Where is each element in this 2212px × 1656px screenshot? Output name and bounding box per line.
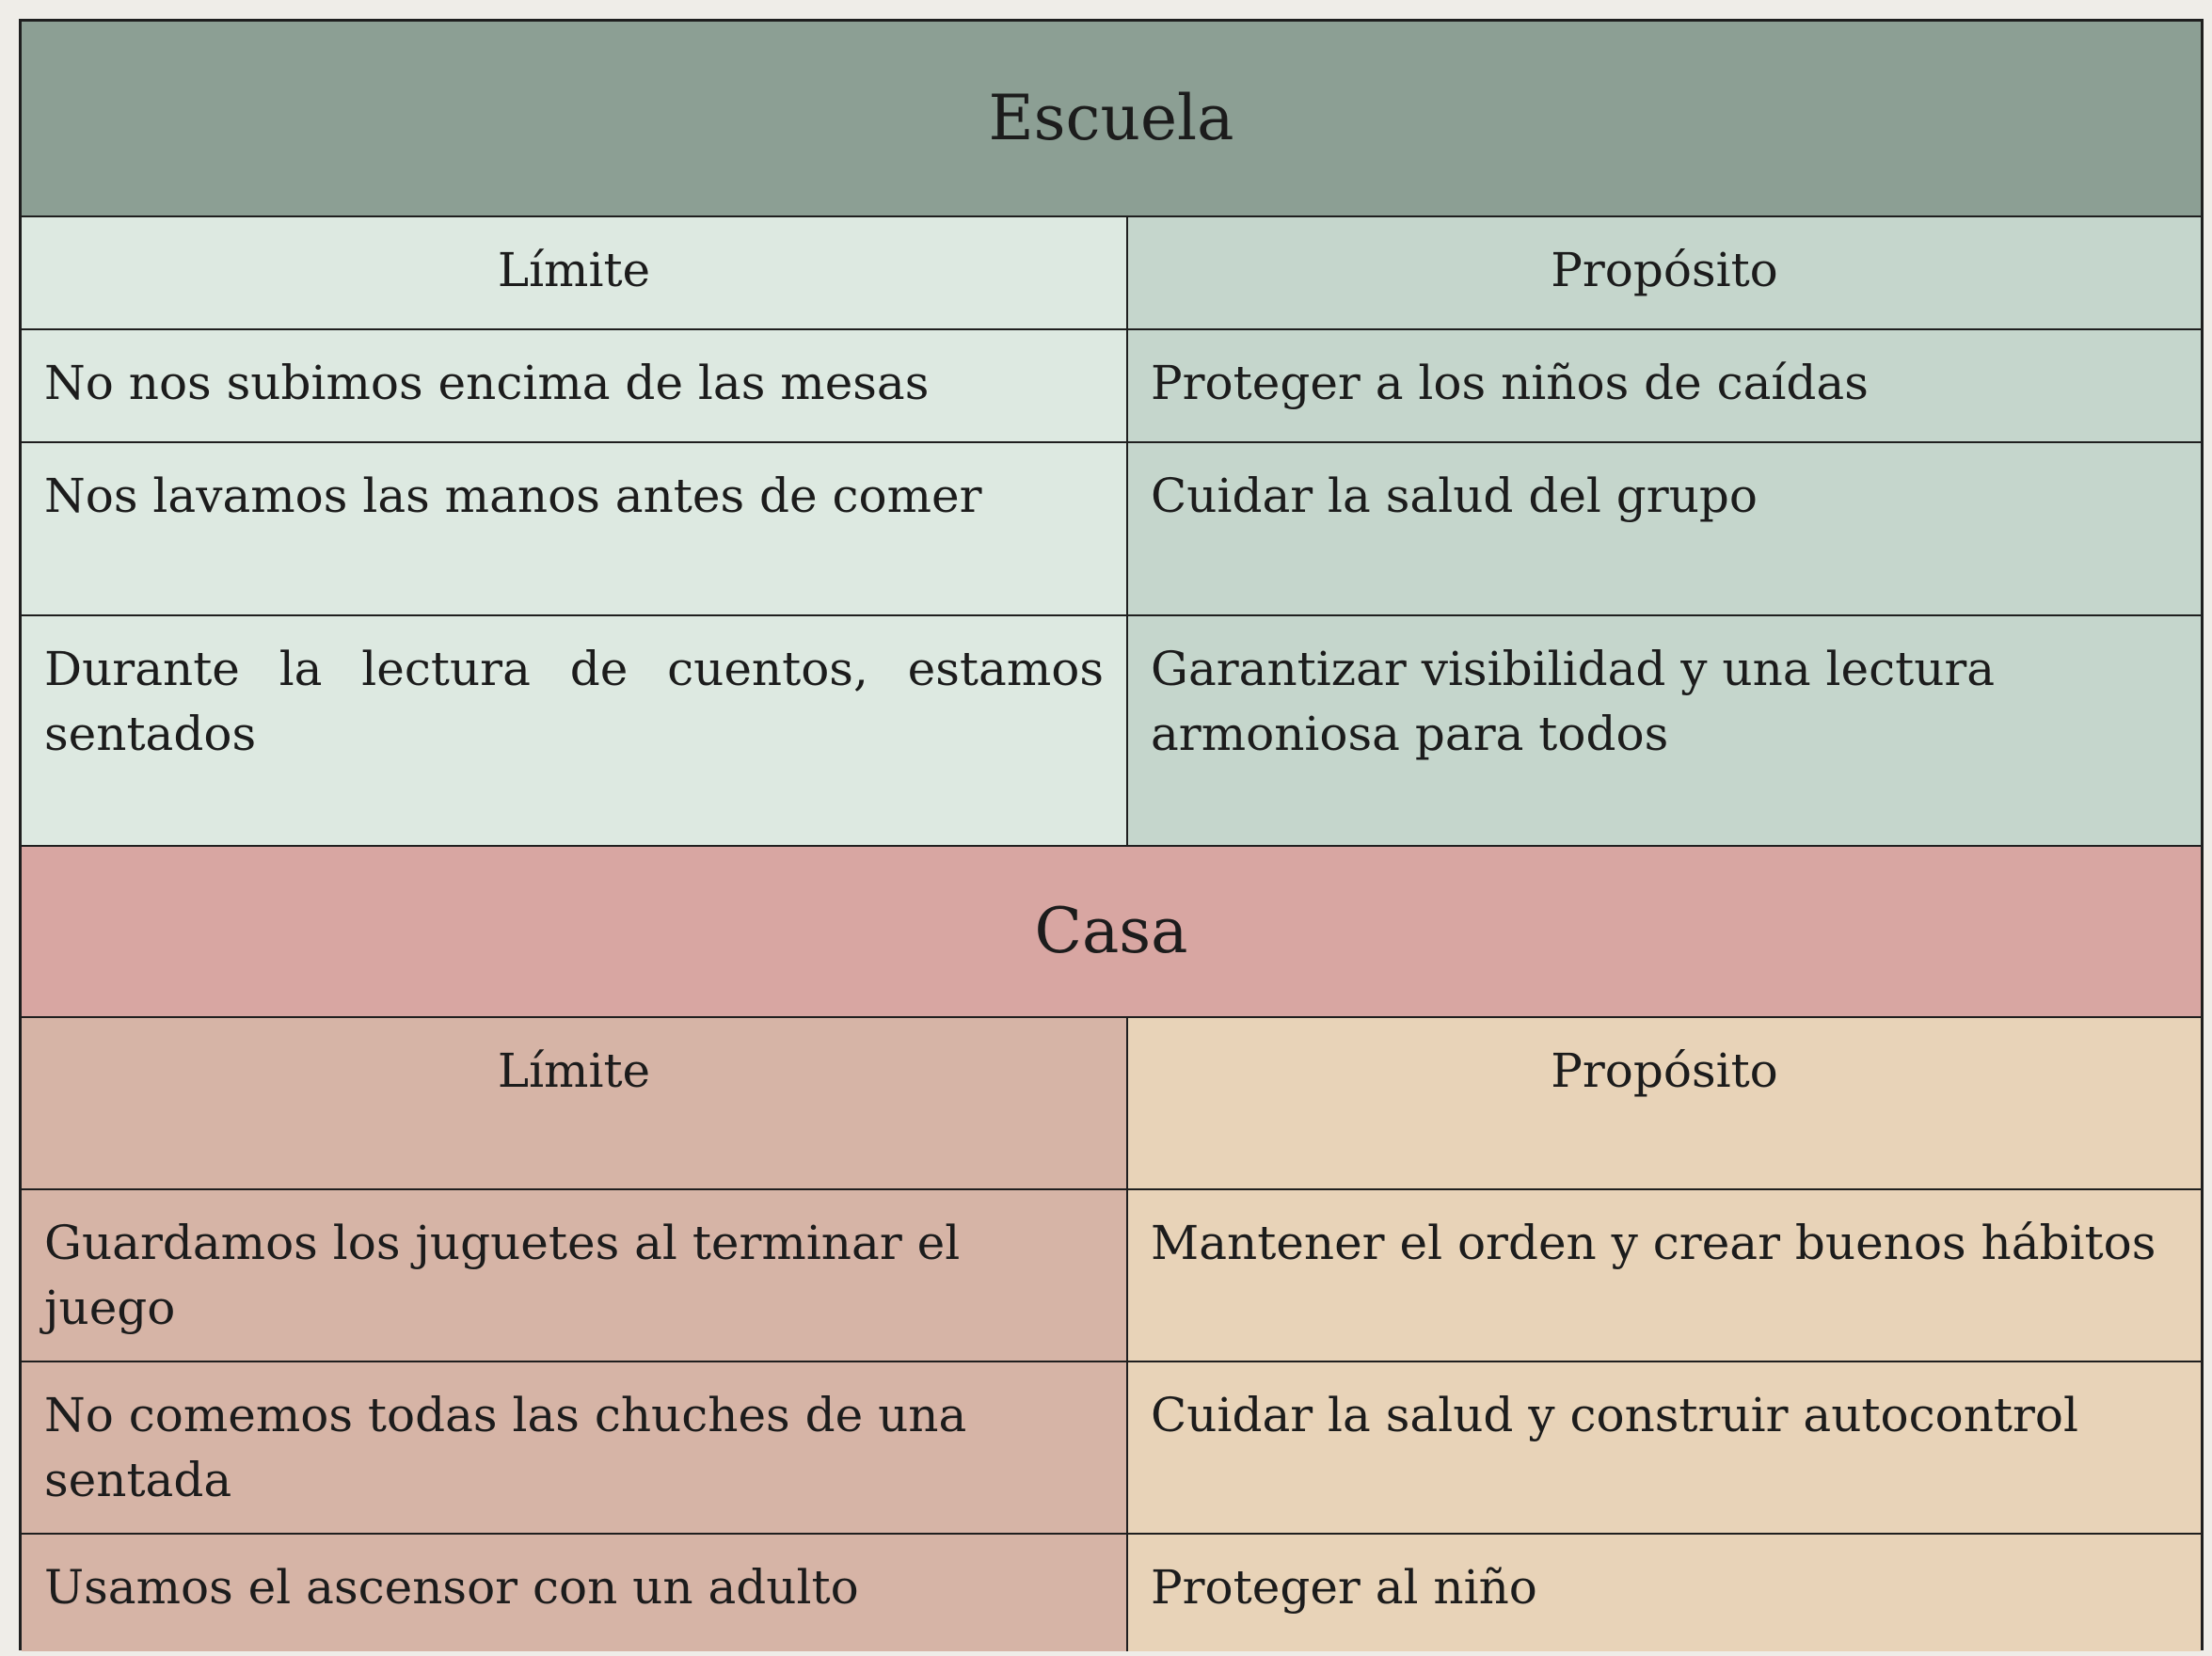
- table-cell-limit: No nos subimos encima de las mesas: [22, 330, 1128, 443]
- table-cell-purpose: Proteger al niño: [1128, 1535, 2201, 1651]
- column-header-proposito: Propósito: [1128, 217, 2201, 330]
- table-cell-purpose: Cuidar la salud del grupo: [1128, 443, 2201, 616]
- table-cell-limit: Nos lavamos las manos antes de comer: [22, 443, 1128, 616]
- table-cell-purpose: Cuidar la salud y construir autocontrol: [1128, 1362, 2201, 1535]
- column-header-limite: Límite: [22, 217, 1128, 330]
- column-header-proposito: Propósito: [1128, 1018, 2201, 1190]
- table-cell-purpose: Mantener el orden y crear buenos hábitos: [1128, 1190, 2201, 1362]
- table-cell-limit: Usamos el ascensor con un adulto: [22, 1535, 1128, 1651]
- section-title-escuela: Escuela: [22, 22, 2201, 217]
- table-cell-purpose: Proteger a los niños de caídas: [1128, 330, 2201, 443]
- section-title-casa: Casa: [22, 847, 2201, 1018]
- table-cell-limit: Durante la lectura de cuentos, estamos sentados: [22, 616, 1128, 847]
- limits-table: [19, 19, 2204, 1650]
- table-cell-purpose: Garantizar visibilidad y una lectura armoniosa para todos: [1128, 616, 2201, 847]
- column-header-limite: Límite: [22, 1018, 1128, 1190]
- table-cell-limit: No comemos todas las chuches de una sentada: [22, 1362, 1128, 1535]
- table-cell-limit: Guardamos los juguetes al terminar el juego: [22, 1190, 1128, 1362]
